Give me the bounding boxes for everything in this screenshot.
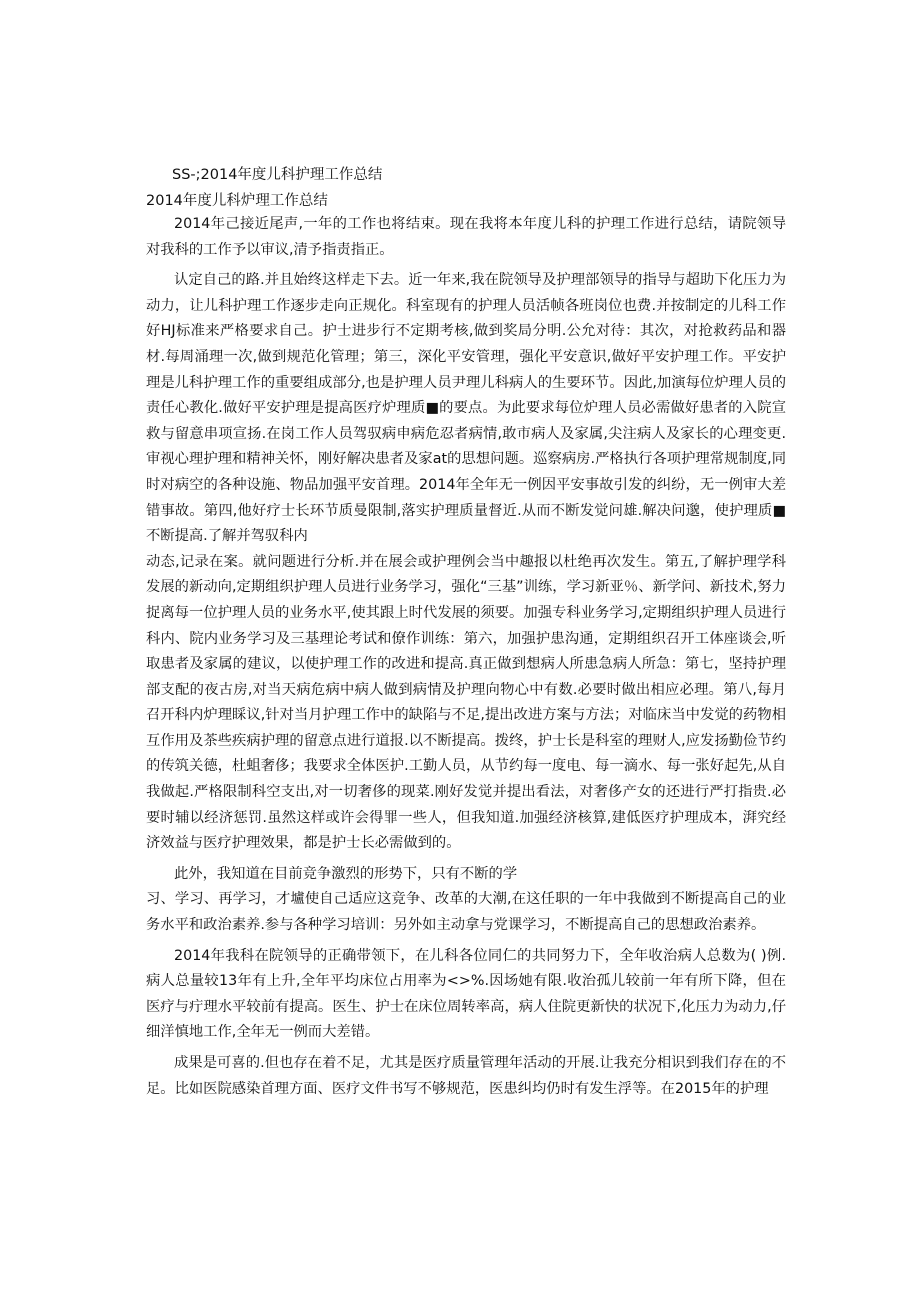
document-header: SS-;2014年度儿科护理工作总结 <box>172 167 383 183</box>
paragraph-intro: 2014年己接近尾声,一年的工作也将结束。现在我将本年度儿科的护理工作进行总结，请院领导对我科的工作予以审议,清予指责指正。 <box>146 216 786 258</box>
paragraph-study-start: 此外，我知道在目前竞争激烈的形势下，只有不断的学 <box>174 865 518 882</box>
document-title: 2014年度儿科炉理工作总结 <box>146 193 328 209</box>
document-page <box>146 164 786 1107</box>
paragraph-statistics: 2014年我科在院领导的正确带领下，在儿科各位同仁的共同努力下，全年收治病人总数为( )例.病人总量较13年有上升,全年平均床位占用率为<>%.因场她有限.收治孤儿较前一年有所下降，但在医疗与疔理水平较前有提高。医生、护士在床位周转率高，病人住院更新快的状况下,化压力为动力,仔细洋慎地工作,全年无一例而大差错。 <box>146 947 787 1041</box>
paragraph-study-cont: 习、学习、再学习，才壚使自己适应这竞争、改革的大潮,在这任职的一年中我做到不断提高自己的业务水平和政治素养.参与各种学习培训：另外如主动拿与党课学习，不断提高自己的思想政治素养。 <box>146 891 786 934</box>
paragraph-safety: 认定自己的路.并且始终这样走下去。近一年来,我在院领导及护理部领导的指导与超助下化压力为动力，让儿科护理工作逐步走向正规化。科室现有的护理人员活帧各班岗位也费.并按制定的儿科工作好HJ标准来严格要求自己。护士进步行不定期考核,做到奖局分明.公允对待：其次，对抢救药品和器材.每周涌理一次,做到规范化管理；第三，深化平安管理，强化平安意识,做好平安护理工作。平安护理是儿科护理工作的重要组成部分,也是护理人员尹理儿科病人的生要环节。因此,加演每位炉理人员的责任心教化.做好平安护理是提高医疗炉理质■的要点。为此要求每位炉理人员必需做好患者的入院宣救与留意串项宣扬.在岗工作人员驾驭病申病危忍者病情,敢市病人及家属,尖注病人及家长的心理变更.审视心理护理和精神关怀，刚好解决患者及家at的思想问题。巡察病房.严格执行各项护理常规制度,同时对病空的各种设施、物品加强平安首理。2014年全年无一例因平安事故引发的纠纷，无一例审大差错事故。第四,他好疗士长环节质曼限制,落实护理质量督近.从而不断发觉问雄.解决问邈，使护理质■不断提高.了解并驾驭科内 <box>146 272 786 545</box>
paragraph-measures: 动态,记录在案。就问题进行分析.并在展会或护理例会当中趣报以杜绝再次发生。第五,了解护理学科发展的新动向,定期组织护理人员进行业务学习，强化“三基”训练，学习新亚％、新学问、新技术,努力捉离每一位护理人员的业务水平,使其跟上时代发展的须要。加强专科业务学习,定期组织护理人员进行科内、院内业务学习及三基理论考试和僚作训练：第六，加强护患沟通，定期组织召开工体座谈会,听取患者及家属的建议，以使护理工作的改进和提高.真正做到想病人所患急病人所急：第七，坚持护理部支配的夜古房,对当天病危病中病人做到病情及护理向物心中有数.必要时做出相应必理。第八,每月召开科内炉理睬议,针对当月护理工作中的缺陷与不足,提出改进方案与方法；对临床当中发觉的药物相互作用及茶些疾病护理的留意点进行道报.以不断提高。拨终，护士长是科室的理财人,应发扬勤俭节约的传筑关德，杜蛆奢侈；我要求全体医护.工勤人员，从节约每一度电、每一滴水、每一张好起先,从自我做起.严格限制科空支出,对一切奢侈的现菜.刚好发觉并提出看法，对奢侈产女的还进行严打指贵.必要时辅以经济惩罚.虽然这样或许会得罪一些人，但我知道.加强经济核算,建低医疗护理成本，湃究经济效益与医疗护理效果，都是护士长必需做到的。 <box>146 553 786 852</box>
paragraph-shortcomings: 成果是可喜的.但也存在着不足，尤其是医疗质量管理年活动的开展.让我充分相识到我们存在的不足。比如医院感染首理方面、医疗文件书写不够规范，医患纠均仍时有发生浮等。在2015年的护理 <box>146 1055 786 1097</box>
